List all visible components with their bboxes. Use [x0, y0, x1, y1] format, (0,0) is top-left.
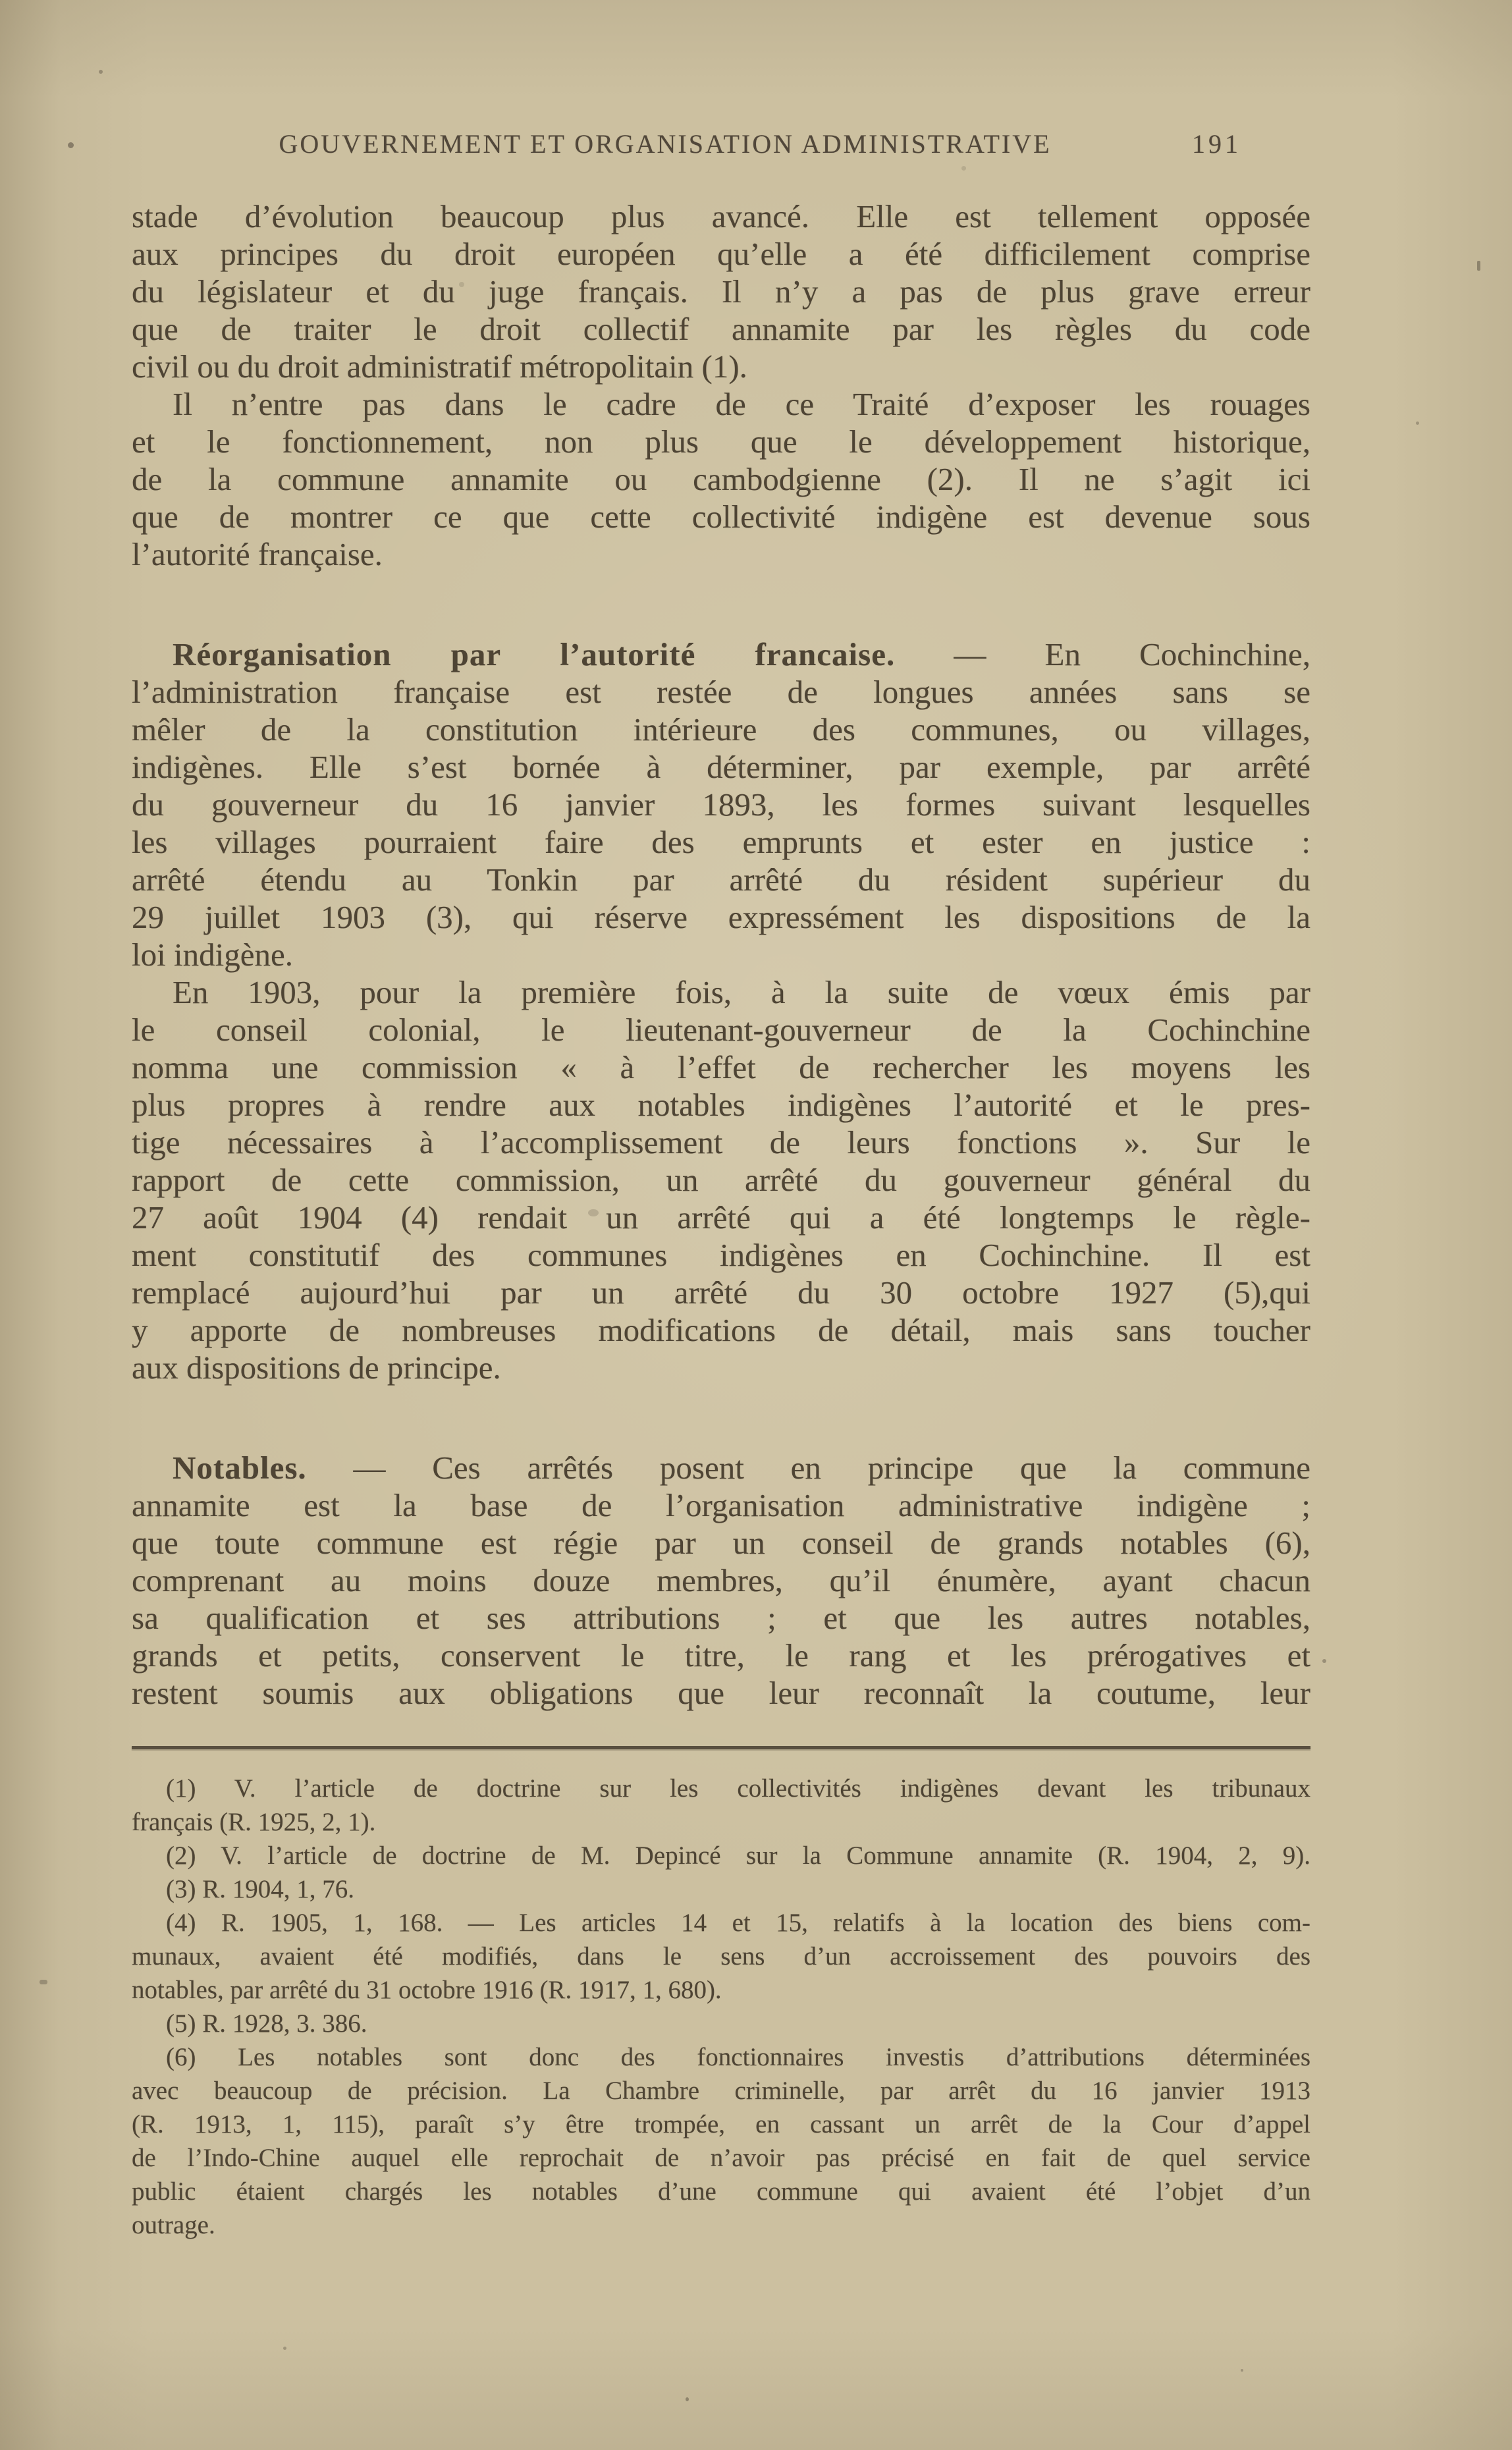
footnotes	[132, 1772, 1310, 2242]
text-line: remplacé aujourd’hui par un arrêté du 30 octobre 1927 (5),qui	[132, 1274, 1310, 1311]
text-line: (5) R. 1928, 3. 386.	[166, 2009, 367, 2038]
text-line: En 1903, pour la première fois, à la suite de vœux émis par	[173, 974, 1310, 1010]
text-column	[132, 0, 1310, 2242]
text-line: y apporte de nombreuses modifications de détail, mais sans toucher	[132, 1312, 1310, 1348]
text-line: stade d’évolution beaucoup plus avancé. Elle est tellement opposée	[132, 198, 1310, 234]
text-line: l’autorité française.	[132, 536, 383, 572]
text-line: l’administration française est restée de longues années sans se	[132, 674, 1310, 710]
text-line: aux dispositions de principe.	[132, 1349, 501, 1386]
section-heading-notables: Notables.	[173, 1450, 307, 1486]
text-line: nomma une commission « à l’effet de rechercher les moyens les	[132, 1049, 1310, 1085]
paragraph	[132, 198, 1310, 385]
paper-speck	[283, 2347, 286, 2350]
text-line: restent soumis aux obligations que leur reconnaît la coutume, leur	[132, 1675, 1310, 1711]
text-line: (6) Les notables sont donc des fonctionnaires investis d’attributions déterminées	[166, 2043, 1310, 2071]
paper-speck	[1416, 422, 1419, 425]
footnote-separator	[132, 1746, 1310, 1749]
text-line: (R. 1913, 1, 115), paraît s’y être trompée, en cassant un arrêt de la Cour d’appel	[132, 2110, 1310, 2138]
text-line	[132, 636, 1310, 673]
text-line	[132, 1449, 1310, 1486]
footnote-1	[132, 1772, 1310, 1839]
text-line: munaux, avaient été modifiés, dans le sens d’un accroissement des pouvoirs des	[132, 1942, 1310, 1971]
text-line: de l’Indo-Chine auquel elle reprochait de n’avoir pas précisé en fait de quel service	[132, 2144, 1310, 2172]
text-line: les villages pourraient faire des emprunts et ester en justice :	[132, 824, 1310, 860]
footnote-2	[132, 1839, 1310, 1872]
text-line: (4) R. 1905, 1, 168. — Les articles 14 et 15, relatifs à la location des biens com-	[166, 1909, 1310, 1937]
paper-speck	[99, 70, 103, 74]
text-line: comprenant au moins douze membres, qu’il énumère, ayant chacun	[132, 1562, 1310, 1598]
paper-speck	[1322, 1659, 1326, 1663]
text-line: outrage.	[132, 2211, 215, 2239]
page-number: 191	[1192, 129, 1241, 159]
paper-speck	[1241, 2369, 1243, 2372]
text-line: avec beaucoup de précision. La Chambre criminelle, par arrêt du 16 janvier 1913	[132, 2077, 1310, 2105]
text-line: indigènes. Elle s’est bornée à déterminer, par exemple, par arrêté	[132, 749, 1310, 785]
text-line: (2) V. l’article de doctrine de M. Depincé sur la Commune annamite (R. 1904, 2, 9).	[166, 1841, 1310, 1870]
text-line: que toute commune est régie par un conseil de grands notables (6),	[132, 1525, 1310, 1561]
paragraph	[132, 973, 1310, 1386]
paper-speck	[68, 142, 74, 148]
text-line: que de montrer ce que cette collectivité indigène est devenue sous	[132, 499, 1310, 535]
text-line: arrêté étendu au Tonkin par arrêté du résident supérieur du	[132, 861, 1310, 898]
text-run: — Ces arrêtés posent en principe que la commune	[306, 1450, 1310, 1486]
text-line: rapport de cette commission, un arrêté du gouverneur général du	[132, 1162, 1310, 1198]
paper-speck	[40, 1980, 47, 1984]
text-line: (1) V. l’article de doctrine sur les collectivités indigènes devant les tribunaux	[166, 1774, 1310, 1803]
text-run: — En Cochinchine,	[895, 636, 1310, 672]
page-title: GOUVERNEMENT ET ORGANISATION ADMINISTRATIVE	[279, 129, 1052, 159]
text-line: 27 août 1904 (4) rendait un arrêté qui a été longtemps le règle-	[132, 1199, 1310, 1236]
text-line: notables, par arrêté du 31 octobre 1916 (R. 1917, 1, 680).	[132, 1976, 722, 2004]
text-line: 29 juillet 1903 (3), qui réserve expressément les dispositions de la	[132, 899, 1310, 935]
text-line: et le fonctionnement, non plus que le développement historique,	[132, 423, 1310, 460]
text-line: du gouverneur du 16 janvier 1893, les formes suivant lesquelles	[132, 786, 1310, 823]
text-line: Il n’entre pas dans le cadre de ce Traité d’exposer les rouages	[173, 386, 1310, 422]
running-head	[132, 129, 1310, 159]
text-line: aux principes du droit européen qu’elle a été difficilement comprise	[132, 236, 1310, 272]
paragraph	[132, 385, 1310, 573]
paragraph-notables	[132, 1449, 1310, 1712]
text-line: grands et petits, conservent le titre, le rang et les prérogatives et	[132, 1637, 1310, 1674]
text-line: loi indigène.	[132, 937, 293, 973]
text-line: français (R. 1925, 2, 1).	[132, 1808, 376, 1836]
footnote-4	[132, 1906, 1310, 2007]
text-line: mêler de la constitution intérieure des communes, ou villages,	[132, 711, 1310, 748]
text-line: annamite est la base de l’organisation administrative indigène ;	[132, 1487, 1310, 1523]
text-line: ment constitutif des communes indigènes en Cochinchine. Il est	[132, 1237, 1310, 1273]
text-line: (3) R. 1904, 1, 76.	[166, 1875, 354, 1903]
text-line: civil ou du droit administratif métropolitain (1).	[132, 348, 747, 385]
footnote-6	[132, 2040, 1310, 2242]
text-line: sa qualification et ses attributions ; et que les autres notables,	[132, 1600, 1310, 1636]
text-line: plus propres à rendre aux notables indigènes l’autorité et le pres-	[132, 1087, 1310, 1123]
footnote-5	[132, 2007, 1310, 2040]
paper-speck	[686, 2397, 689, 2401]
text-line: public étaient chargés les notables d’une commune qui avaient été l’objet d’un	[132, 2177, 1310, 2206]
section-heading-reorganisation: Réorganisation par l’autorité francaise.	[173, 636, 896, 672]
body-text	[132, 198, 1310, 1712]
text-line: tige nécessaires à l’accomplissement de leurs fonctions ». Sur le	[132, 1124, 1310, 1160]
text-line: du législateur et du juge français. Il n’y a pas de plus grave erreur	[132, 273, 1310, 310]
text-line: de la commune annamite ou cambodgienne (2). Il ne s’agit ici	[132, 461, 1310, 497]
text-line: que de traiter le droit collectif annamite par les règles du code	[132, 311, 1310, 347]
paper-speck	[1477, 261, 1480, 271]
paragraph-reorganisation	[132, 636, 1310, 973]
text-line: le conseil colonial, le lieutenant-gouverneur de la Cochinchine	[132, 1012, 1310, 1048]
footnote-3	[132, 1872, 1310, 1906]
